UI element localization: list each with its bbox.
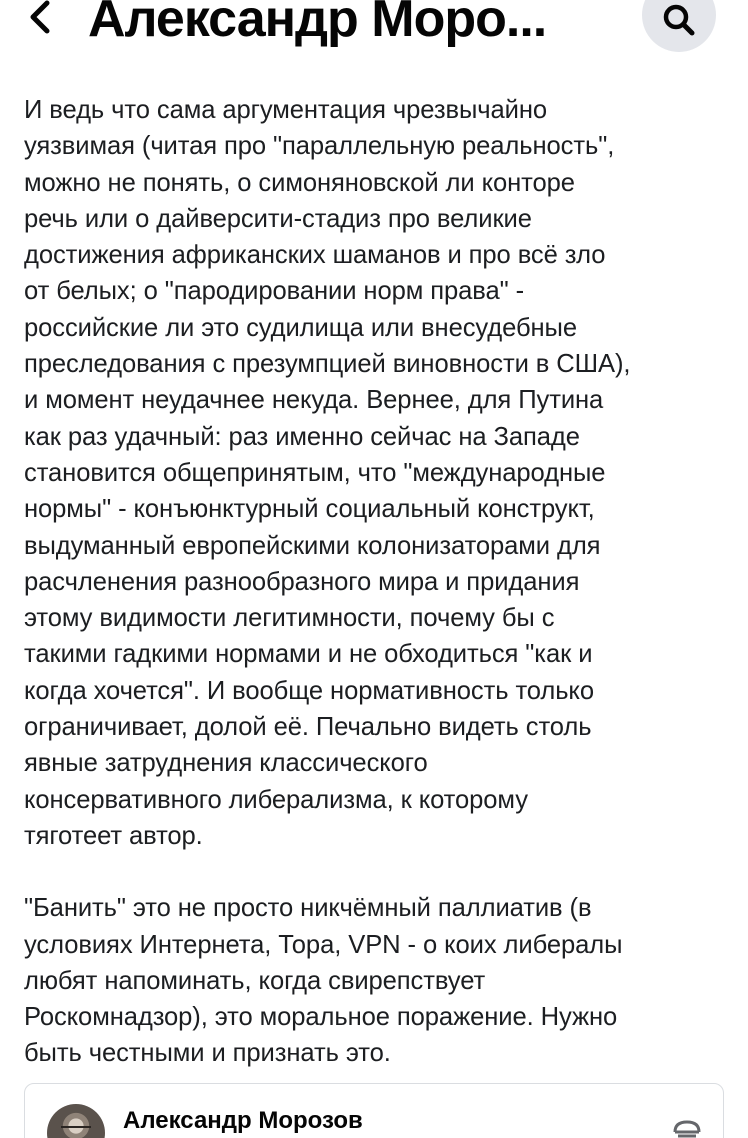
- shared-post-card[interactable]: [24, 1083, 724, 1138]
- more-button[interactable]: [667, 1114, 707, 1138]
- search-button[interactable]: [642, 0, 716, 52]
- top-bar: [0, 0, 748, 60]
- more-icon: [667, 1114, 707, 1138]
- page-title: Александр Моро...: [88, 0, 547, 48]
- card-author-name[interactable]: Александр Морозов: [123, 1107, 363, 1134]
- avatar[interactable]: [47, 1104, 105, 1138]
- post-text: [24, 92, 724, 1072]
- search-icon: [662, 3, 696, 37]
- post-paragraph: И ведь что сама аргументация чрезвычайно уязвимая (читая про "параллельную реальность", можно не понять, о симоняновской ли конторе речь или о дайверсити-стадиз про великие достижения африканских шаманов и про всё зло от белых; о "пародировании норм права" - российские ли это судилища или внесудебные преследования с презумпцией виновности в США), и момент неудачнее некуда. Вернее, для Путина как раз удачный: раз именно сейчас на Западе становится общепринятым, что "международные нормы" - конъюнктурный социальный конструкт, выдуманный европейскими колонизаторами для расчленения разнообразного мира и придания этому видимости легитимности, почему бы с такими гадкими нормами и не обходиться "как и когда хочется". И вообще нормативность только ограничивает, долой её. Печально видеть столь явные затруднения классического консервативного либерализма, к которому тяготеет автор.: [24, 96, 631, 850]
- chevron-left-icon: [25, 0, 55, 37]
- back-button[interactable]: [16, 0, 64, 48]
- post-paragraph: "Банить" это не просто никчёмный паллиатив (в условиях Интернета, Тора, VPN - о коих либералы любят напоминать, когда свирепствует Роскомнадзор), это моральное поражение. Нужно быть честными и признать это.: [24, 894, 623, 1068]
- avatar-glasses-icon: [61, 1126, 91, 1132]
